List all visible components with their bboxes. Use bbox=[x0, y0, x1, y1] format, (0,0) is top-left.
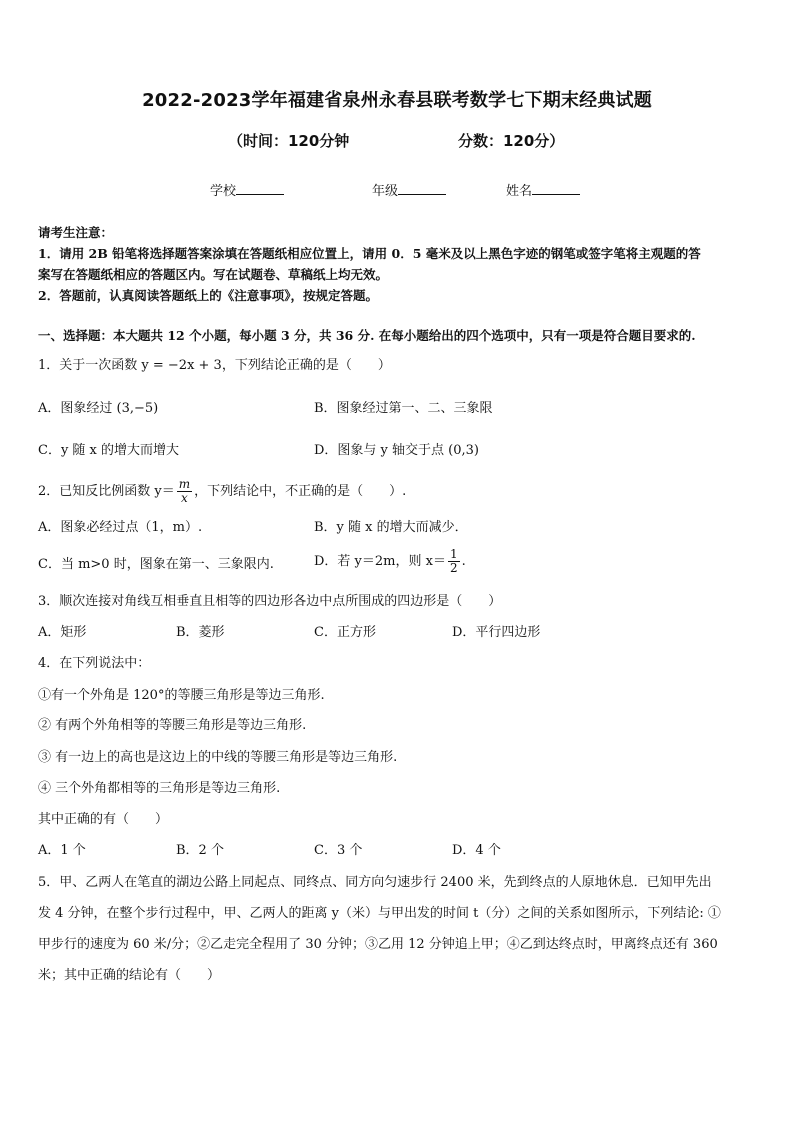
q3-option-a: A．矩形 bbox=[38, 625, 87, 640]
exam-score: 分数：120分） bbox=[458, 132, 565, 150]
q3-option-c: C．正方形 bbox=[314, 625, 376, 640]
grade-blank bbox=[398, 182, 446, 195]
q2-option-d-pre: D．若 y＝2m，则 x＝ bbox=[314, 554, 446, 569]
q3-stem: 3．顺次连接对角线互相垂直且相等的四边形各边中点所围成的四边形是（ ） bbox=[38, 594, 502, 609]
q4-question: 其中正确的有（ ） bbox=[38, 812, 169, 827]
q1-option-b: B．图象经过第一、二、三象限 bbox=[314, 401, 493, 416]
notes-line2: 2．答题前，认真阅读答题纸上的《注意事项》，按规定答题。 bbox=[38, 288, 378, 303]
q5-line-4: 米；其中正确的结论有（ ） bbox=[38, 968, 221, 983]
q4-option-d: D．4 个 bbox=[452, 843, 501, 858]
q2-stem-pre: 2．已知反比例函数 y＝ bbox=[38, 484, 175, 499]
q5-line-3: 甲步行的速度为 60 米/分；②乙走完全程用了 30 分钟；③乙用 12 分钟追上甲；④乙到达终点时，甲离终点还有 360 bbox=[38, 937, 718, 952]
q2-option-a: A．图象必经过点（1，m）. bbox=[38, 520, 203, 535]
section-heading: 一、选择题：本大题共 12 个小题，每小题 3 分，共 36 分. 在每小题给出的四个选项中，只有一项是符合题目要求的. bbox=[38, 328, 696, 343]
q2-d-frac-num: 1 bbox=[449, 547, 458, 561]
q4-option-c: C．3 个 bbox=[314, 843, 363, 858]
school-blank bbox=[236, 182, 284, 195]
q4-statement-2: ② 有两个外角相等的等腰三角形是等边三角形. bbox=[38, 718, 307, 733]
notes-block bbox=[38, 222, 758, 306]
q4-option-a: A．1 个 bbox=[38, 843, 86, 858]
name-field bbox=[506, 180, 580, 199]
q2-stem bbox=[38, 478, 406, 505]
q1-stem: 1．关于一次函数 y = −2x + 3，下列结论正确的是（ ） bbox=[38, 358, 391, 373]
school-field bbox=[210, 180, 284, 199]
name-label: 姓名 bbox=[506, 184, 533, 199]
q5-line-2: 发 4 分钟，在整个步行过程中，甲、乙两人的距离 y（米）与甲出发的时间 t（分）之间的关系如图所示，下列结论: ① bbox=[38, 906, 721, 921]
q3-option-b: B．菱形 bbox=[176, 625, 225, 640]
notes-heading: 请考生注意： bbox=[38, 225, 114, 240]
q1-option-c: C．y 随 x 的增大而增大 bbox=[38, 443, 180, 458]
q4-stem: 4．在下列说法中： bbox=[38, 656, 151, 671]
grade-label: 年级 bbox=[372, 184, 399, 199]
q2-option-d-post: . bbox=[461, 554, 466, 569]
grade-field bbox=[372, 180, 446, 199]
exam-time: （时间：120分钟 bbox=[228, 132, 350, 150]
q4-statement-1: ①有一个外角是 120°的等腰三角形是等边三角形. bbox=[38, 688, 325, 703]
school-label: 学校 bbox=[210, 184, 237, 199]
q1-option-d: D．图象与 y 轴交于点 (0,3) bbox=[314, 443, 479, 458]
q2-option-b: B．y 随 x 的增大而减少． bbox=[314, 520, 468, 535]
q4-option-b: B．2 个 bbox=[176, 843, 224, 858]
q2-option-d bbox=[314, 548, 466, 575]
q4-statement-4: ④ 三个外角都相等的三角形是等边三角形. bbox=[38, 781, 281, 796]
q2-frac-den: x bbox=[181, 491, 188, 505]
q2-option-c: C．当 m>0 时，图象在第一、三象限内. bbox=[38, 557, 274, 572]
q1-option-a: A．图象经过 (3,−5) bbox=[38, 401, 159, 416]
q2-fraction bbox=[177, 478, 192, 505]
q5-line-1: 5．甲、乙两人在笔直的湖边公路上同起点、同终点、同方向匀速步行 2400 米，先到终点的人原地休息．已知甲先出 bbox=[38, 875, 712, 890]
q2-d-fraction bbox=[448, 548, 460, 575]
name-blank bbox=[532, 182, 580, 195]
exam-title: 2022-2023学年福建省泉州永春县联考数学七下期末经典试题 bbox=[142, 90, 652, 111]
notes-line1a: 1．请用 2B 铅笔将选择题答案涂填在答题纸相应位置上，请用 0．5 毫米及以上黑色字迹的钢笔或签字笔将主观题的答 bbox=[38, 246, 701, 261]
q4-statement-3: ③ 有一边上的高也是这边上的中线的等腰三角形是等边三角形. bbox=[38, 750, 398, 765]
q2-frac-num: m bbox=[178, 477, 191, 491]
q2-d-frac-den: 2 bbox=[449, 561, 458, 575]
notes-line1b: 案写在答题纸相应的答题区内。写在试题卷、草稿纸上均无效。 bbox=[38, 267, 389, 282]
q2-stem-post: ，下列结论中，不正确的是（ ）. bbox=[194, 484, 407, 499]
q3-option-d: D．平行四边形 bbox=[452, 625, 541, 640]
